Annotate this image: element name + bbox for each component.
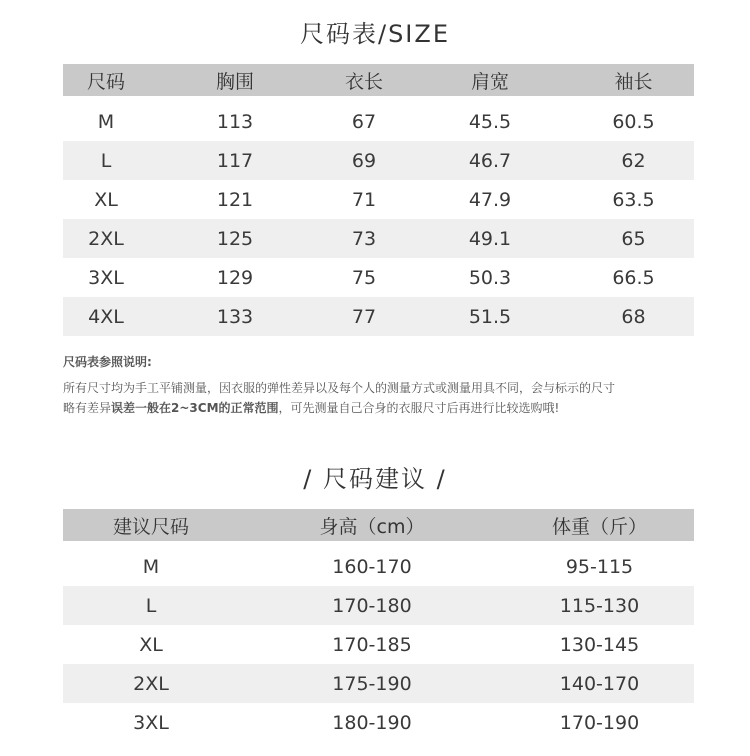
cell-shoulder: 50.3: [468, 266, 512, 289]
cell-weight: 95-115: [565, 555, 634, 578]
cell-size: M: [97, 110, 115, 133]
cell-length: 69: [321, 141, 407, 180]
cell-shoulder: 46.7: [407, 141, 573, 180]
cell-weight: 140-170: [505, 664, 694, 703]
size-chart-header-row: [63, 64, 694, 96]
table-row: [63, 297, 694, 336]
cell-recommended-size: L: [63, 586, 239, 625]
table-row: [63, 586, 694, 625]
recommendation-table: [63, 509, 694, 742]
table-row: [63, 547, 694, 586]
cell-shoulder: 47.9: [468, 188, 512, 211]
cell-recommended-size: 2XL: [63, 664, 239, 703]
cell-length: 67: [351, 110, 377, 133]
cell-chest: 117: [149, 141, 321, 180]
cell-size: 2XL: [63, 219, 149, 258]
header-recommended-size: 建议尺码: [63, 509, 239, 541]
cell-chest: 121: [216, 188, 254, 211]
notes-line-2: [63, 398, 703, 418]
table-row: [63, 625, 694, 664]
cell-height: 175-190: [239, 664, 505, 703]
cell-shoulder: 49.1: [407, 219, 573, 258]
cell-sleeve: 65: [573, 219, 694, 258]
size-chart-table: [63, 64, 694, 336]
cell-sleeve: 60.5: [612, 110, 655, 133]
cell-length: 77: [321, 297, 407, 336]
notes-body: [63, 378, 703, 418]
recommendation-title: / 尺码建议 /: [303, 465, 447, 493]
header-sleeve: 袖长: [573, 64, 694, 96]
header-height: 身高（cm）: [239, 509, 505, 541]
cell-length: 71: [351, 188, 377, 211]
cell-size: 3XL: [88, 266, 124, 289]
cell-chest: 129: [216, 266, 254, 289]
cell-shoulder: 51.5: [407, 297, 573, 336]
header-length: 衣长: [321, 64, 407, 96]
table-row: [63, 664, 694, 703]
cell-size: L: [63, 141, 149, 180]
cell-chest: 113: [216, 110, 254, 133]
cell-sleeve: 62: [573, 141, 694, 180]
cell-weight: 170-190: [559, 711, 640, 734]
notes-line-1: 所有尺寸均为手工平铺测量，因衣服的弹性差异以及每个人的测量方式或测量用具不同，会与标示的尺寸: [63, 381, 616, 395]
header-shoulder: 肩宽: [407, 64, 573, 96]
header-weight: 体重（斤）: [505, 509, 694, 541]
notes-line-2-end: ，可先测量自己合身的衣服尺寸后再进行比较选购哦!: [278, 401, 560, 415]
cell-recommended-size: XL: [139, 633, 163, 656]
table-row: [63, 102, 694, 141]
cell-height: 170-185: [332, 633, 412, 656]
cell-weight: 130-145: [559, 633, 640, 656]
header-chest: 胸围: [149, 64, 321, 96]
header-size: 尺码: [63, 64, 149, 96]
table-row: [63, 219, 694, 258]
cell-chest: 125: [149, 219, 321, 258]
cell-length: 73: [321, 219, 407, 258]
cell-recommended-size: M: [142, 555, 160, 578]
cell-sleeve: 66.5: [612, 266, 655, 289]
cell-shoulder: 45.5: [468, 110, 512, 133]
cell-weight: 115-130: [505, 586, 694, 625]
notes-line-2-emphasis: 误差一般在2~3CM的正常范围: [111, 401, 279, 415]
cell-height: 160-170: [332, 555, 412, 578]
cell-size: 4XL: [63, 297, 149, 336]
cell-length: 75: [351, 266, 377, 289]
table-row: [63, 141, 694, 180]
cell-height: 180-190: [332, 711, 412, 734]
notes-line-2-start: 略有差异: [63, 401, 112, 415]
notes-heading: 尺码表参照说明:: [63, 355, 152, 369]
size-chart-title: 尺码表/SIZE: [299, 20, 450, 48]
table-row: [63, 258, 694, 297]
cell-chest: 133: [149, 297, 321, 336]
recommendation-header-row: [63, 509, 694, 541]
table-row: [63, 180, 694, 219]
cell-height: 170-180: [239, 586, 505, 625]
cell-size: XL: [94, 188, 118, 211]
table-row: [63, 703, 694, 742]
cell-sleeve: 68: [573, 297, 694, 336]
cell-sleeve: 63.5: [612, 188, 655, 211]
cell-recommended-size: 3XL: [133, 711, 169, 734]
